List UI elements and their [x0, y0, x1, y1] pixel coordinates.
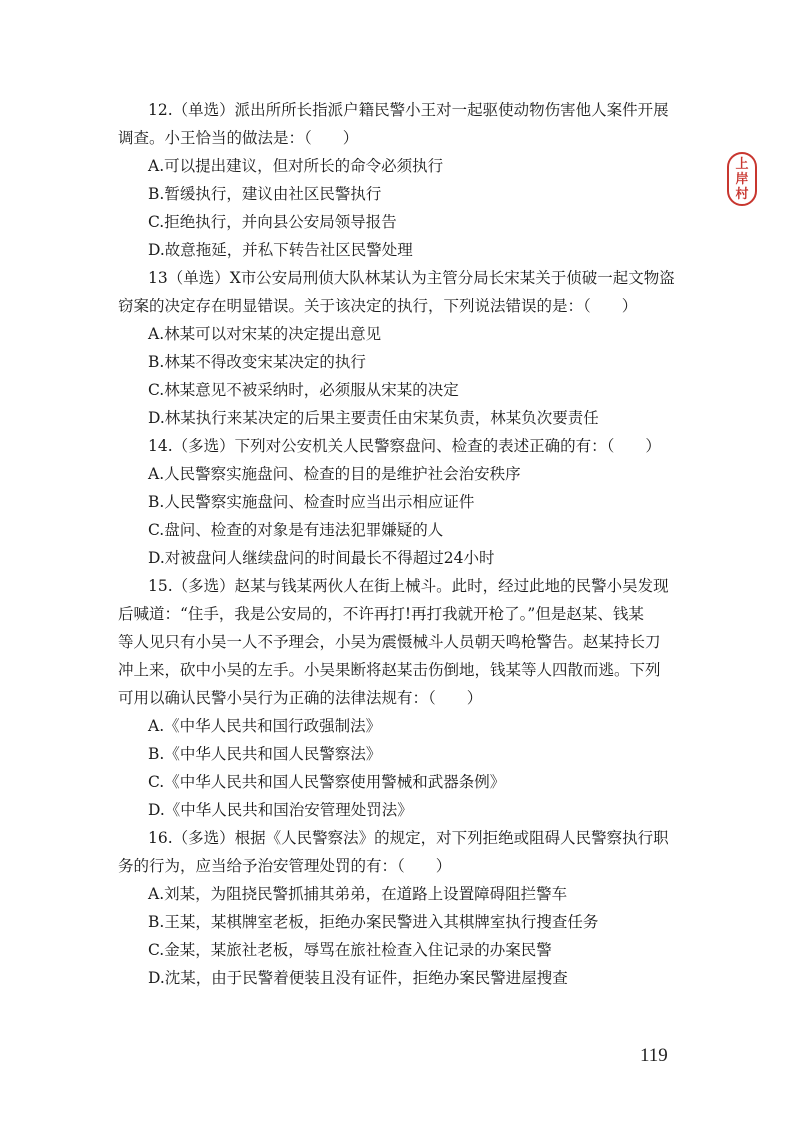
question-stem: 冲上来，砍中小吴的左手。小吴果断将赵某击伤倒地，钱某等人四散而逃。下列 [118, 661, 661, 679]
question-stem: 13（单选）X市公安局刑侦大队林某认为主管分局长宋某关于侦破一起文物盗 [148, 269, 675, 287]
question-14 [118, 432, 688, 572]
question-list [118, 96, 688, 992]
question-15 [118, 572, 688, 824]
option-d: D.林某执行来某决定的后果主要责任由宋某负责，林某负次要责任 [148, 409, 599, 427]
option-a: A.刘某，为阻挠民警抓捕其弟弟，在道路上设置障碍阻拦警车 [148, 885, 568, 903]
question-stem: 调查。小王恰当的做法是：（ ） [118, 129, 359, 147]
seal-char: 上 [735, 156, 749, 172]
option-a: A.林某可以对宋某的决定提出意见 [148, 325, 382, 343]
question-stem: 后喊道：“住手，我是公安局的，不许再打!再打我就开枪了。”但是赵某、钱某 [118, 605, 644, 623]
option-b: B.人民警察实施盘问、检查时应当出示相应证件 [148, 493, 475, 511]
question-stem: 窃案的决定存在明显错误。关于该决定的执行，下列说法错误的是：（ ） [118, 297, 638, 315]
question-stem: 15.（多选）赵某与钱某两伙人在街上械斗。此时，经过此地的民警小吴发现 [148, 577, 669, 595]
option-c: C.盘问、检查的对象是有违法犯罪嫌疑的人 [148, 521, 444, 539]
option-d: D.沈某，由于民警着便装且没有证件，拒绝办案民警进屋搜查 [148, 969, 568, 987]
question-stem: 16.（多选）根据《人民警察法》的规定，对下列拒绝或阻碍人民警察执行职 [148, 829, 669, 847]
page-number: 119 [640, 1045, 668, 1066]
question-16 [118, 824, 688, 992]
option-c: C.金某，某旅社老板，辱骂在旅社检查入住记录的办案民警 [148, 941, 552, 959]
seal-char: 岸 [735, 171, 749, 187]
question-stem: 等人见只有小吴一人不予理会，小吴为震慑械斗人员朝天鸣枪警告。赵某持长刀 [118, 633, 661, 651]
option-a: A.人民警察实施盘问、检查的目的是维护社会治安秩序 [148, 465, 521, 483]
question-stem: 12.（单选）派出所所长指派户籍民警小王对一起驱使动物伤害他人案件开展 [148, 101, 669, 119]
option-a: A.《中华人民共和国行政强制法》 [148, 717, 382, 735]
question-stem: 务的行为，应当给予治安管理处罚的有：（ ） [118, 857, 452, 875]
option-b: B.王某，某棋牌室老板，拒绝办案民警进入其棋牌室执行搜查任务 [148, 913, 599, 931]
option-d: D.《中华人民共和国治安管理处罚法》 [148, 801, 413, 819]
option-b: B.《中华人民共和国人民警察法》 [148, 745, 382, 763]
option-c: C.《中华人民共和国人民警察使用警械和武器条例》 [148, 773, 506, 791]
question-12 [118, 96, 688, 264]
option-c: C.林某意见不被采纳时，必须服从宋某的决定 [148, 381, 459, 399]
seal-char: 村 [735, 186, 749, 202]
seal-stamp [727, 152, 757, 206]
option-d: D.对被盘问人继续盘问的时间最长不得超过24小时 [148, 549, 495, 567]
question-stem: 可用以确认民警小吴行为正确的法律法规有：（ ） [118, 689, 483, 707]
option-d: D.故意拖延，并私下转告社区民警处理 [148, 241, 413, 259]
option-b: B.林某不得改变宋某决定的执行 [148, 353, 366, 371]
question-stem: 14.（多选）下列对公安机关人民警察盘问、检查的表述正确的有：（ ） [148, 437, 661, 455]
option-c: C.拒绝执行，并向县公安局领导报告 [148, 213, 397, 231]
question-13 [118, 264, 688, 432]
option-a: A.可以提出建议，但对所长的命令必须执行 [148, 157, 444, 175]
option-b: B.暂缓执行，建议由社区民警执行 [148, 185, 382, 203]
